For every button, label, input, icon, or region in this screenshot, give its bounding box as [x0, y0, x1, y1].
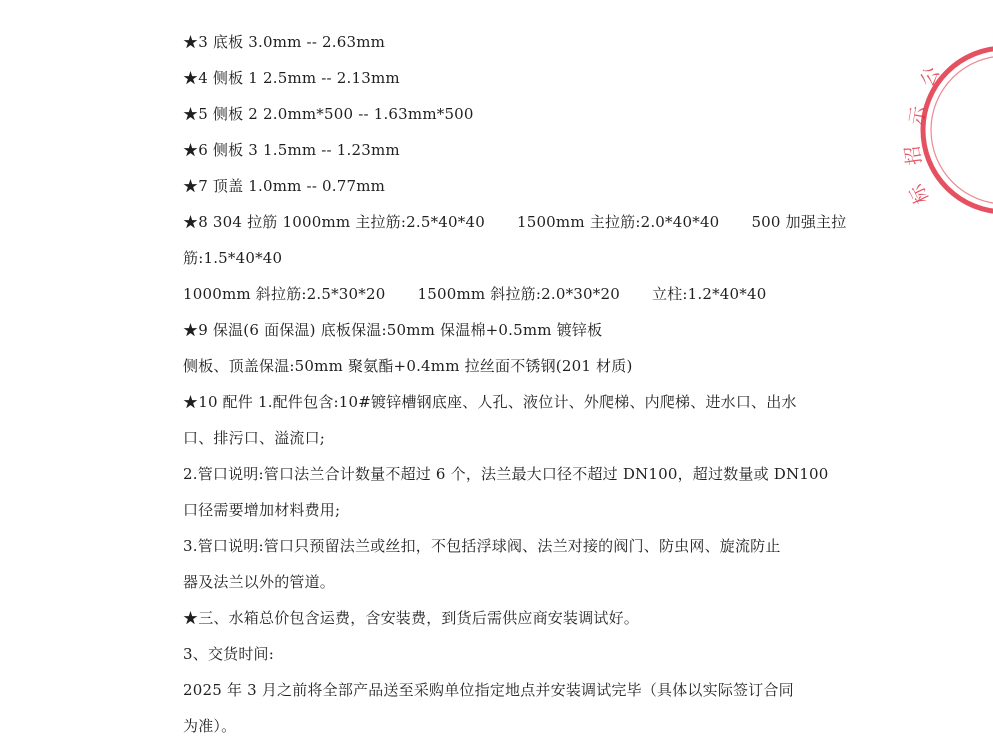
spec-line-fittings: ★10 配件 1.配件包含:10#镀锌槽钢底座、人孔、液位计、外爬梯、内爬梯、进水口、出水	[183, 393, 797, 411]
price-note: ★三、水箱总价包含运费，含安装费，到货后需供应商安装调试好。	[183, 609, 640, 627]
column-spec: 立柱:1.2*40*40	[651, 285, 767, 303]
svg-text:示: 示	[905, 104, 931, 127]
spec-line-insulation: ★9 保温(6 面保温) 底板保温:50mm 保温棉+0.5mm 镀锌板	[183, 321, 603, 339]
delivery-text-cont: 为准）。	[183, 717, 237, 735]
tie-bar-main-1500: 1500mm 主拉筋:2.0*40*40	[516, 213, 720, 231]
tie-bar-reinforce-500: 500 加强主拉	[751, 213, 847, 231]
spec-line-tie-bars-cont: 筋:1.5*40*40	[183, 249, 283, 267]
delivery-text: 2025 年 3 月之前将全部产品送至采购单位指定地点并安装调试完毕（具体以实际签订合同	[183, 681, 794, 699]
diagonal-bar-1500: 1500mm 斜拉筋:2.0*30*20	[417, 285, 620, 303]
spec-line-nozzle-note-3-cont: 器及法兰以外的管道。	[183, 573, 336, 591]
spec-line-insulation-side: 侧板、顶盖保温:50mm 聚氨酯+0.4mm 拉丝面不锈钢(201 材质)	[183, 357, 633, 375]
svg-text:标: 标	[905, 180, 934, 208]
spec-line-bottom-plate: ★3 底板 3.0mm -- 2.63mm	[183, 33, 386, 51]
spec-line-side-plate-1: ★4 侧板 1 2.5mm -- 2.13mm	[183, 69, 400, 87]
spec-line-side-plate-2: ★5 侧板 2 2.0mm*500 -- 1.63mm*500	[183, 105, 474, 123]
spec-line-side-plate-3: ★6 侧板 3 1.5mm -- 1.23mm	[183, 141, 400, 159]
delivery-heading: 3、交货时间:	[183, 645, 274, 663]
spec-line-top-cover: ★7 顶盖 1.0mm -- 0.77mm	[183, 177, 386, 195]
spec-line-nozzle-note-2-cont: 口径需要增加材料费用;	[183, 501, 341, 519]
spec-line-nozzle-note-3: 3.管口说明:管口只预留法兰或丝扣，不包括浮球阀、法兰对接的阀门、防虫网、旋流防止	[183, 537, 781, 555]
svg-text:公: 公	[915, 63, 945, 91]
spec-line-tie-bars	[183, 212, 846, 232]
red-seal-stamp	[901, 40, 993, 220]
diagonal-bar-1000: 1000mm 斜拉筋:2.5*30*20	[183, 285, 386, 303]
spec-line-diagonal-bars	[183, 284, 766, 304]
spec-line-fittings-cont: 口、排污口、溢流口;	[183, 429, 326, 447]
tie-bar-main-1000: ★8 304 拉筋 1000mm 主拉筋:2.5*40*40	[183, 213, 485, 231]
spec-line-nozzle-note-2: 2.管口说明:管口法兰合计数量不超过 6 个，法兰最大口径不超过 DN100，超过数量或 DN100	[183, 465, 829, 483]
svg-text:招: 招	[901, 144, 926, 167]
